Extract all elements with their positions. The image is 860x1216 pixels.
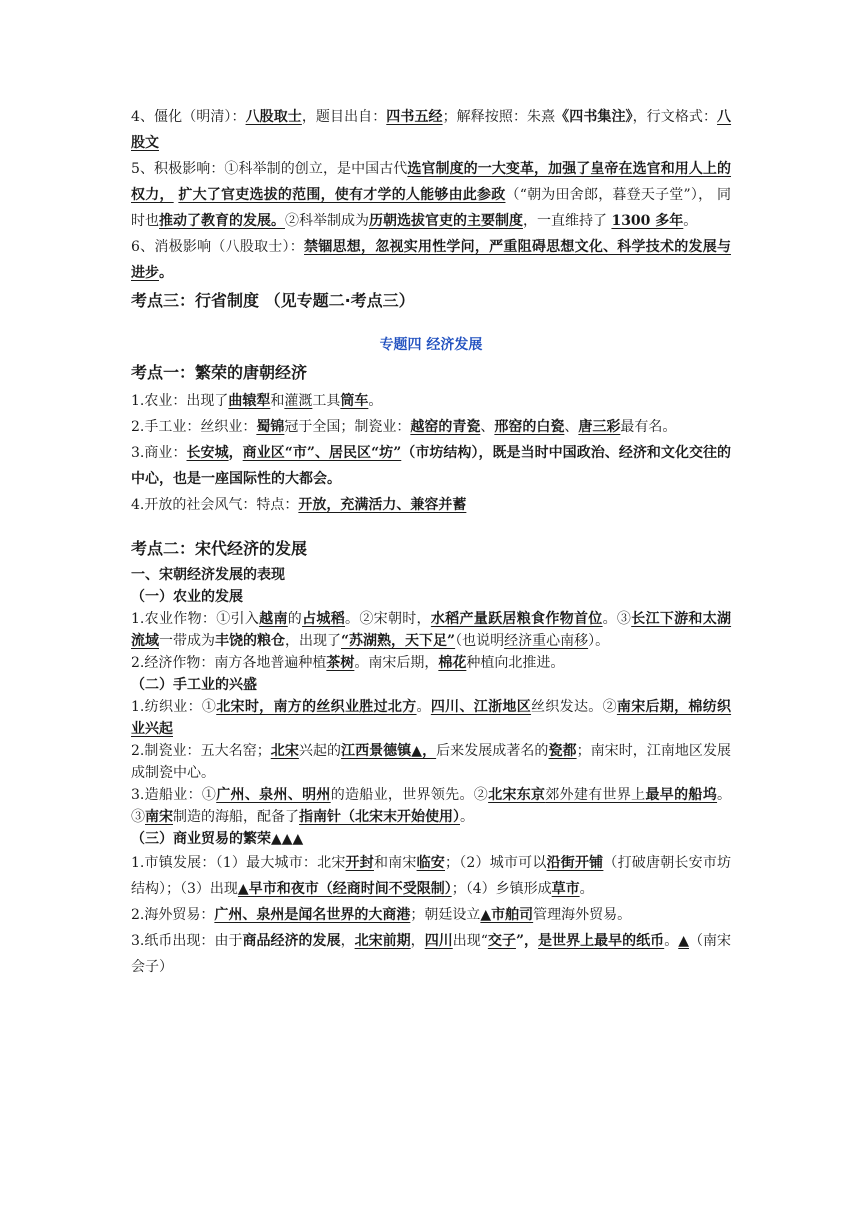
song-overseas-trade: 2.海外贸易：广州、泉州是闻名世界的大商港；朝廷设立▲市舶司管理海外贸易。 <box>131 907 632 923</box>
paragraph-5-positive-impact: 5、积极影响：①科举制的创立，是中国古代选官制度的一大变革，加强了皇帝在选官和用人上的权力， 扩大了官吏选拔的范围，使有才学的人能够由此参政（“朝为田舍郎，暮登天子堂”）， 同时也推动了教育的发展。②科举制成为历朝选拔官吏的主要制度，一直维持了 1300 多年。 <box>131 161 732 229</box>
song-shipbuilding: 3.造船业：①广州、泉州、明州的造船业，世界领先。②北宋东京郊外建有世界上最早的船坞。③南宋制造的海船，配备了指南针（北宋末开始使用）。 <box>131 787 732 825</box>
heading-kaodian-2: 考点二：宋代经济的发展 <box>131 539 308 558</box>
section-1a-title: （一）农业的发展 <box>131 589 243 605</box>
section-1b-title: （二）手工业的兴盛 <box>131 677 257 693</box>
section-1-title: 一、宋朝经济发展的表现 <box>131 567 285 583</box>
tang-commerce: 3.商业：长安城，商业区“市”、居民区“坊”（市坊结构），既是当时中国政治、经济和文化交往的中心，也是一座国际性的大都会。 <box>131 445 732 487</box>
paragraph-4-rigidity: 4、僵化（明清）：八股取士，题目出自：四书五经；解释按照：朱熹《四书集注》，行文格式：八股文 <box>131 109 732 151</box>
song-porcelain: 2.制瓷业：五大名窑；北宋兴起的江西景德镇▲，后来发展成著名的瓷都；南宋时，江南地区发展成制瓷中心。 <box>131 743 732 781</box>
heading-kaodian-3: 考点三：行省制度 （见专题二·考点三） <box>131 291 415 310</box>
song-textile: 1.纺织业：①北宋时，南方的丝织业胜过北方。四川、江浙地区丝织发达。②南宋后期，棉纺织业兴起 <box>131 699 732 737</box>
paragraph-6-negative-impact: 6、消极影响（八股取士）：禁锢思想，忽视实用性学问，严重阻碍思想文化、科学技术的发展与进步。 <box>131 239 731 281</box>
song-cash-crops: 2.经济作物：南方各地普遍种植茶树。南宋后期，棉花种植向北推进。 <box>131 655 565 671</box>
heading-kaodian-1: 考点一：繁荣的唐朝经济 <box>131 363 308 382</box>
song-towns: 1.市镇发展：（1）最大城市：北宋开封和南宋临安；（2）城市可以沿街开铺（打破唐朝长安市坊结构）；（3）出现▲早市和夜市（经商时间不受限制）；（4）乡镇形成草市。 <box>131 855 732 897</box>
tang-handicraft: 2.手工业：丝织业：蜀锦冠于全国；制瓷业：越窑的青瓷、邢窑的白瓷、唐三彩最有名。 <box>131 419 677 435</box>
tang-agriculture: 1.农业：出现了曲辕犁和灌溉工具筒车。 <box>131 393 383 409</box>
tang-social-atmosphere: 4.开放的社会风气：特点：开放，充满活力、兼容并蓄 <box>131 497 467 513</box>
topic-heading: 专题四 经济发展 <box>379 337 483 353</box>
song-paper-money: 3.纸币出现：由于商品经济的发展，北宋前期，四川出现“交子”，是世界上最早的纸币。▲（南宋会子） <box>131 933 732 975</box>
song-agriculture-crops: 1.农业作物：①引入越南的占城稻。②宋朝时，水稻产量跃居粮食作物首位。③长江下游和太湖流域一带成为丰饶的粮仓，出现了“苏湖熟，天下足”（也说明经济重心南移）。 <box>131 611 732 649</box>
section-1c-title: （三）商业贸易的繁荣▲▲▲ <box>131 831 304 847</box>
document-page <box>131 104 731 980</box>
